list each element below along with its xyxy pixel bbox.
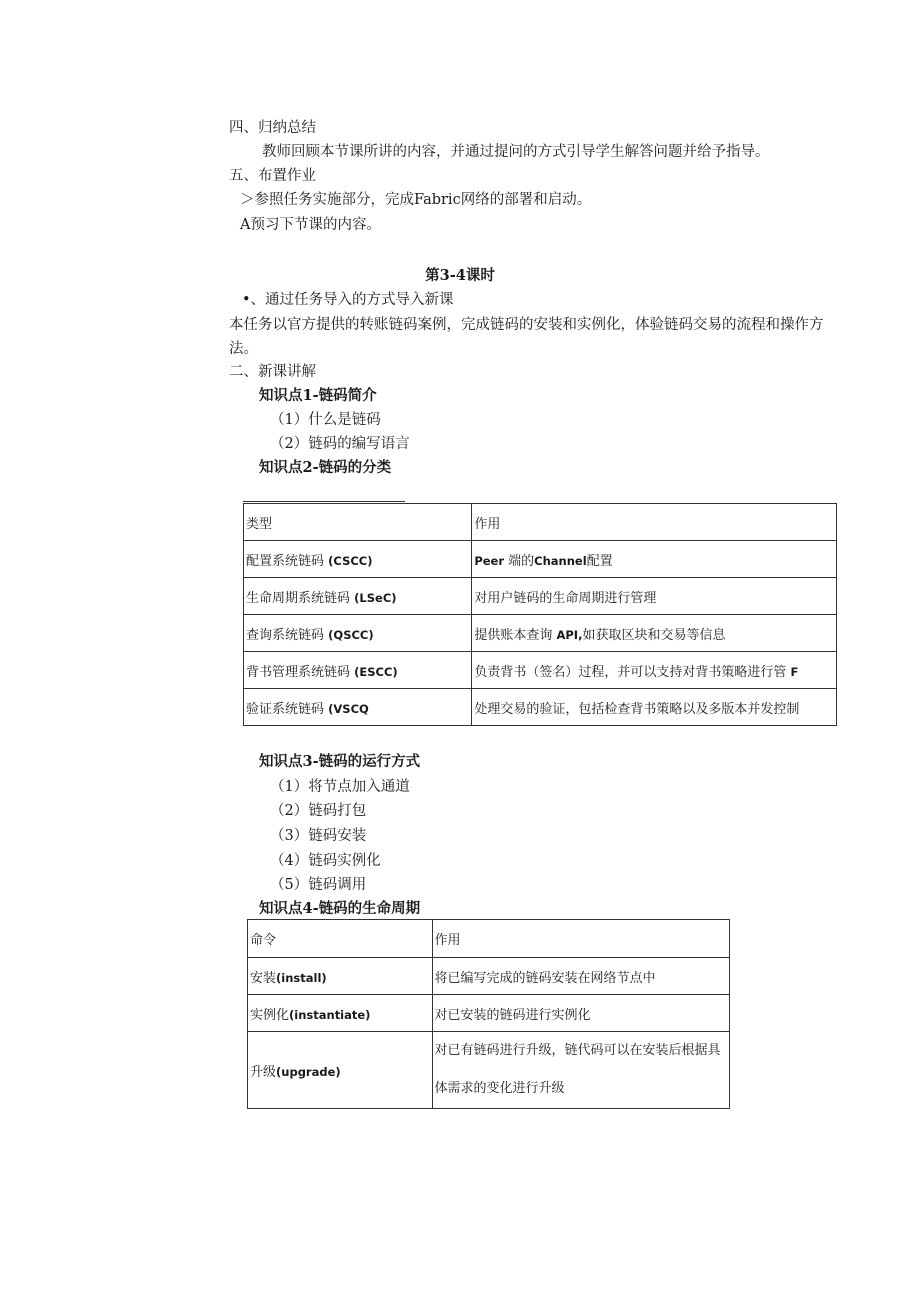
part1-heading: •、通过任务导入的方式导入新课: [242, 292, 454, 308]
type-name: 生命周期系统链码: [246, 590, 351, 606]
type-name: 验证系统链码: [246, 701, 325, 717]
header-use: 作用: [472, 504, 837, 541]
table-row: [248, 958, 730, 995]
type-abbr: (VSCQ: [328, 701, 369, 716]
type-name: 背书管理系统链码: [246, 664, 351, 680]
table-row: [248, 1032, 730, 1109]
kp3-item: （2）链码打包: [270, 803, 367, 819]
header-use: 作用: [432, 920, 729, 958]
use-text: 配置: [586, 553, 613, 569]
header-type: 类型: [244, 504, 472, 541]
command-latin: (upgrade): [276, 1064, 341, 1079]
table-row: [244, 541, 837, 578]
use-text: 端的: [508, 553, 535, 569]
part2-heading: 二、新课讲解: [229, 364, 316, 380]
homework-item-1: ＞参照任务实施部分，完成Fabric网络的部署和启动。: [240, 192, 592, 208]
command-use: 对已有链码进行升级，链代码可以在安装后根据具体需求的变化进行升级: [432, 1032, 729, 1109]
kp4-title: 知识点4-链码的生命周期: [259, 900, 421, 917]
command-latin: (install): [276, 970, 327, 985]
chaincode-types-table: [243, 503, 837, 726]
kp3-item: （3）链码安装: [270, 828, 367, 844]
kp3-item: （4）链码实例化: [270, 853, 381, 869]
table-row: [244, 615, 837, 652]
use-text: 提供账本查询: [474, 627, 553, 643]
command-name: 安装: [250, 970, 277, 986]
kp1-title: 知识点1-链码简介: [259, 387, 377, 404]
type-abbr: (LSeC): [354, 590, 397, 605]
header-command: 命令: [248, 920, 433, 958]
type-name: 配置系统链码: [246, 553, 325, 569]
use-text: 对用户链码的生命周期进行管理: [474, 590, 657, 606]
type-name: 查询系统链码: [246, 627, 325, 643]
table-row: [244, 578, 837, 615]
table-row: [248, 995, 730, 1032]
use-text: 处理交易的验证，包括检查背书策略以及多版本并发控制: [474, 701, 800, 717]
section4-body: 教师回顾本节课所讲的内容，并通过提问的方式引导学生解答问题并给予指导。: [262, 144, 770, 160]
lesson-title: 第3-4课时: [425, 267, 495, 284]
use-latin: F: [790, 664, 799, 679]
homework-item-2: A预习下节课的内容。: [240, 217, 381, 233]
table-header-row: [248, 920, 730, 958]
section4-heading: 四、归纳总结: [229, 120, 316, 136]
table-rule: [243, 501, 405, 502]
table-row: [244, 652, 837, 689]
use-latin: API,: [556, 627, 583, 642]
table-header-row: [244, 504, 837, 541]
kp1-item: （2）链码的编写语言: [270, 436, 410, 452]
chaincode-lifecycle-table: [247, 919, 730, 1109]
kp3-item: （5）链码调用: [270, 877, 367, 893]
use-latin: Peer: [474, 553, 505, 568]
command-use: 对已安装的链码进行实例化: [432, 995, 729, 1032]
part1-body: 本任务以官方提供的转账链码案例，完成链码的安装和实例化，体验链码交易的流程和操作方法。: [229, 317, 824, 357]
kp1-item: （1）什么是链码: [270, 412, 381, 428]
table-row: [244, 689, 837, 726]
use-text: 如获取区块和交易等信息: [582, 627, 726, 643]
use-latin: Channel: [534, 553, 587, 568]
command-use: 将已编写完成的链码安装在网络节点中: [432, 958, 729, 995]
command-name: 实例化: [250, 1007, 290, 1023]
type-abbr: (CSCC): [328, 553, 373, 568]
kp2-title: 知识点2-链码的分类: [259, 459, 392, 476]
kp3-item: （1）将节点加入通道: [270, 779, 410, 795]
section5-heading: 五、布置作业: [229, 168, 316, 184]
command-name: 升级: [250, 1064, 277, 1080]
type-abbr: (QSCC): [328, 627, 374, 642]
use-text: 负责背书（签名）过程，并可以支持对背书策略进行管: [474, 664, 787, 680]
kp3-title: 知识点3-链码的运行方式: [259, 753, 421, 770]
command-latin: (instantiate): [289, 1007, 371, 1022]
type-abbr: (ESCC): [354, 664, 398, 679]
